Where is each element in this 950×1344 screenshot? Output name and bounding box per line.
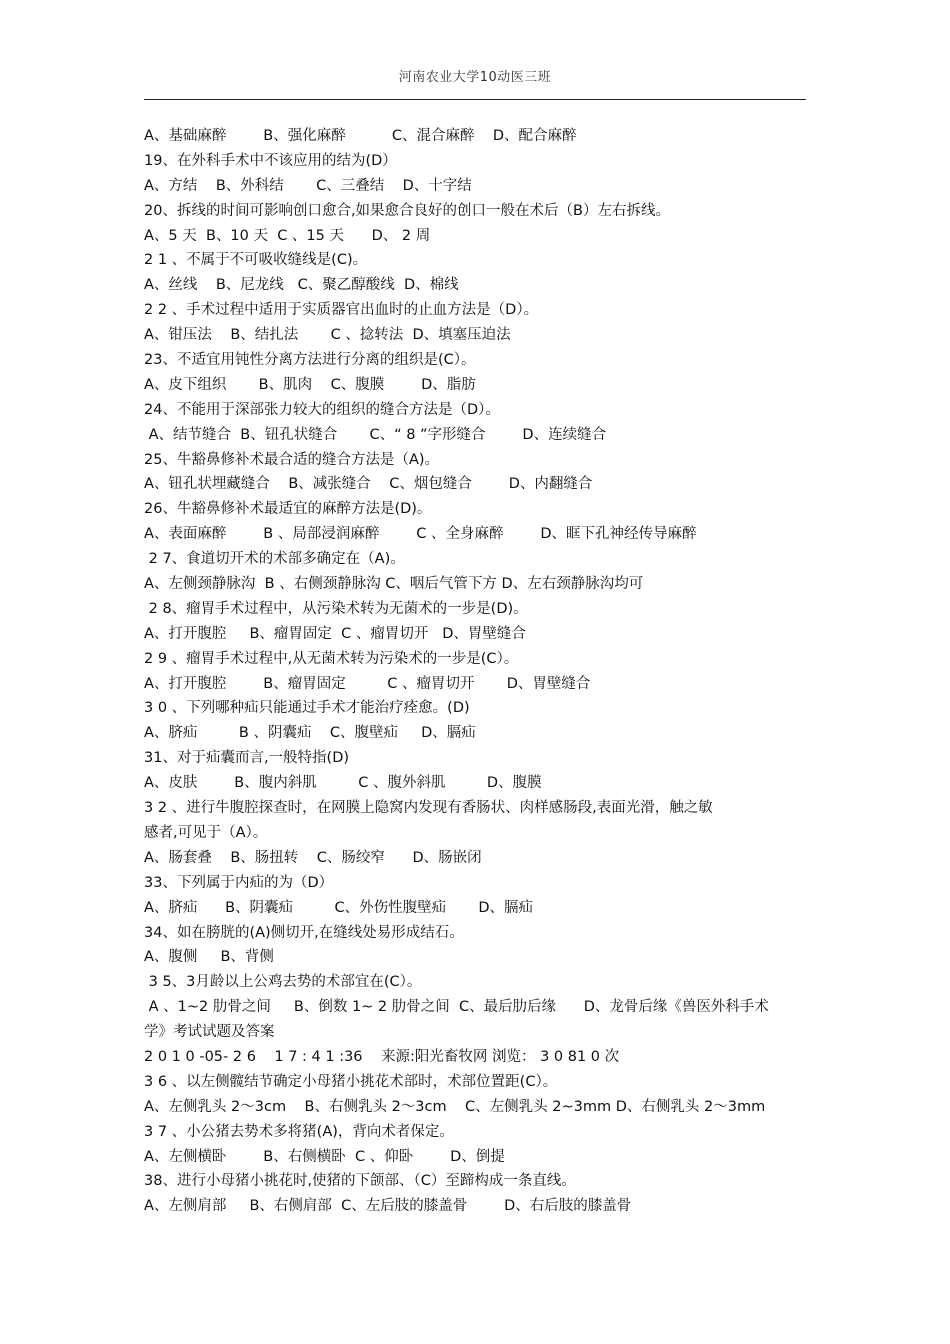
text-line: 25、牛豁鼻修补术最合适的缝合方法是（A)。: [144, 451, 440, 468]
text-line: A、脐疝 B、阴囊疝 C、外伤性腹壁疝 D、膈疝: [144, 899, 534, 916]
text-line: 31、对于疝囊而言,一般特指(D): [144, 750, 350, 767]
text-line: A、打开腹腔 B、瘤胃固定 C 、瘤胃切开 D、胃壁缝合: [144, 675, 591, 692]
text-line: A、左侧颈静脉沟 B 、右侧颈静脉沟 C、咽后气管下方 D、左右颈静脉沟均可: [144, 576, 644, 593]
text-line: 3 2 、进行牛腹腔探查时，在网膜上隐窝内发现有香肠状、肉样感肠段,表面光滑，触之敏: [144, 800, 713, 817]
text-line: A、丝线 B、尼龙线 C、聚乙醇酸线 D、棉线: [144, 277, 459, 294]
text-line: 感者,可见于（A）。: [144, 824, 268, 841]
text-line: 23、不适宜用钝性分离方法进行分离的组织是(C）。: [144, 352, 476, 369]
text-line: A、左侧肩部 B、右侧肩部 C、左后肢的膝盖骨 D、右后肢的膝盖骨: [144, 1198, 632, 1215]
text-line: 2 9 、瘤胃手术过程中,从无菌术转为污染术的一步是(C）。: [144, 650, 519, 667]
text-line: A、钮孔状埋藏缝合 B、减张缝合 C、烟包缝合 D、内翻缝合: [144, 476, 593, 493]
text-line: 2 2 、手术过程中适用于实质器官出血时的止血方法是（D）。: [144, 302, 539, 319]
text-line: A、左侧横卧 B、右侧横卧 C 、仰卧 D、倒提: [144, 1148, 505, 1165]
text-line: 2 1 、不属于不可吸收缝线是(C)。: [144, 252, 368, 269]
text-line: 2 0 1 0 -05- 2 6 1 7 : 4 1 :36 来源:阳光畜牧网 浏览： 3 0 81 0 次: [144, 1048, 620, 1065]
header-divider: [144, 99, 806, 100]
text-line: A、皮下组织 B、肌肉 C、腹膜 D、脂肪: [144, 376, 476, 393]
text-line: A、皮肤 B、腹内斜肌 C 、腹外斜肌 D、腹膜: [144, 775, 542, 792]
text-line: A、打开腹腔 B、瘤胃固定 C 、瘤胃切开 D、胃壁缝合: [144, 625, 526, 642]
text-line: 24、不能用于深部张力较大的组织的缝合方法是（D）。: [144, 401, 500, 418]
document-body: [144, 124, 808, 1219]
text-line: A、方结 B、外科结 C、三叠结 D、十字结: [144, 177, 472, 194]
text-line: 33、下列属于内疝的为（D）: [144, 874, 334, 891]
text-line: 34、如在膀胱的(A)侧切开,在缝线处易形成结石。: [144, 924, 464, 941]
text-line: A、结节缝合 B、钮孔状缝合 C、“ 8 ”字形缝合 D、连续缝合: [144, 426, 607, 443]
text-line: 26、牛豁鼻修补术最适宜的麻醉方法是(D)。: [144, 501, 432, 518]
text-line: A、5 天 B、10 天 C 、15 天 D、 2 周: [144, 227, 431, 244]
page-header: 河南农业大学10动医三班: [398, 70, 552, 85]
text-line: A、基础麻醉 B、强化麻醉 C、混合麻醉 D、配合麻醉: [144, 128, 577, 144]
text-line: 38、进行小母猪小挑花时,使猪的下颌部、（C）至蹄构成一条直线。: [144, 1173, 576, 1190]
text-line: 3 0 、下列哪种疝只能通过手术才能治疗痊愈。(D): [144, 700, 470, 717]
text-line: 3 5、3月龄以上公鸡去势的术部宜在(C）。: [144, 974, 422, 991]
text-line: A、腹侧 B、背侧: [144, 949, 274, 966]
text-line: A、钳压法 B、结扎法 C 、捻转法 D、填塞压迫法: [144, 327, 511, 344]
text-line: 3 7 、小公猪去势术多将猪(A)，背向术者保定。: [144, 1123, 454, 1140]
text-line: 3 6 、以左侧髋结节确定小母猪小挑花术部时，术部位置距(C）。: [144, 1073, 558, 1090]
text-line: A 、1~2 肋骨之间 B、倒数 1~ 2 肋骨之间 C、最后肋后缘 D、龙骨后缘《兽医外科手术: [144, 999, 769, 1016]
text-line: A、脐疝 B 、阴囊疝 C、腹壁疝 D、膈疝: [144, 725, 476, 742]
text-line: A、左侧乳头 2～3cm B、右侧乳头 2～3cm C、左侧乳头 2~3mm D、右侧乳头 2～3mm: [144, 1098, 766, 1115]
text-line: A、表面麻醉 B 、局部浸润麻醉 C 、全身麻醉 D、眶下孔神经传导麻醉: [144, 526, 697, 543]
text-line: 2 7、食道切开术的术部多确定在（A)。: [144, 551, 405, 568]
text-line: 20、拆线的时间可影响创口愈合,如果愈合良好的创口一般在术后（B）左右拆线。: [144, 202, 671, 219]
text-line: 19、在外科手术中不该应用的结为(D）: [144, 152, 397, 169]
text-line: 学》考试试题及答案: [144, 1024, 275, 1041]
text-line: 2 8、瘤胃手术过程中，从污染术转为无菌术的一步是(D)。: [144, 600, 528, 617]
text-line: A、肠套叠 B、肠扭转 C、肠绞窄 D、肠嵌闭: [144, 849, 482, 866]
